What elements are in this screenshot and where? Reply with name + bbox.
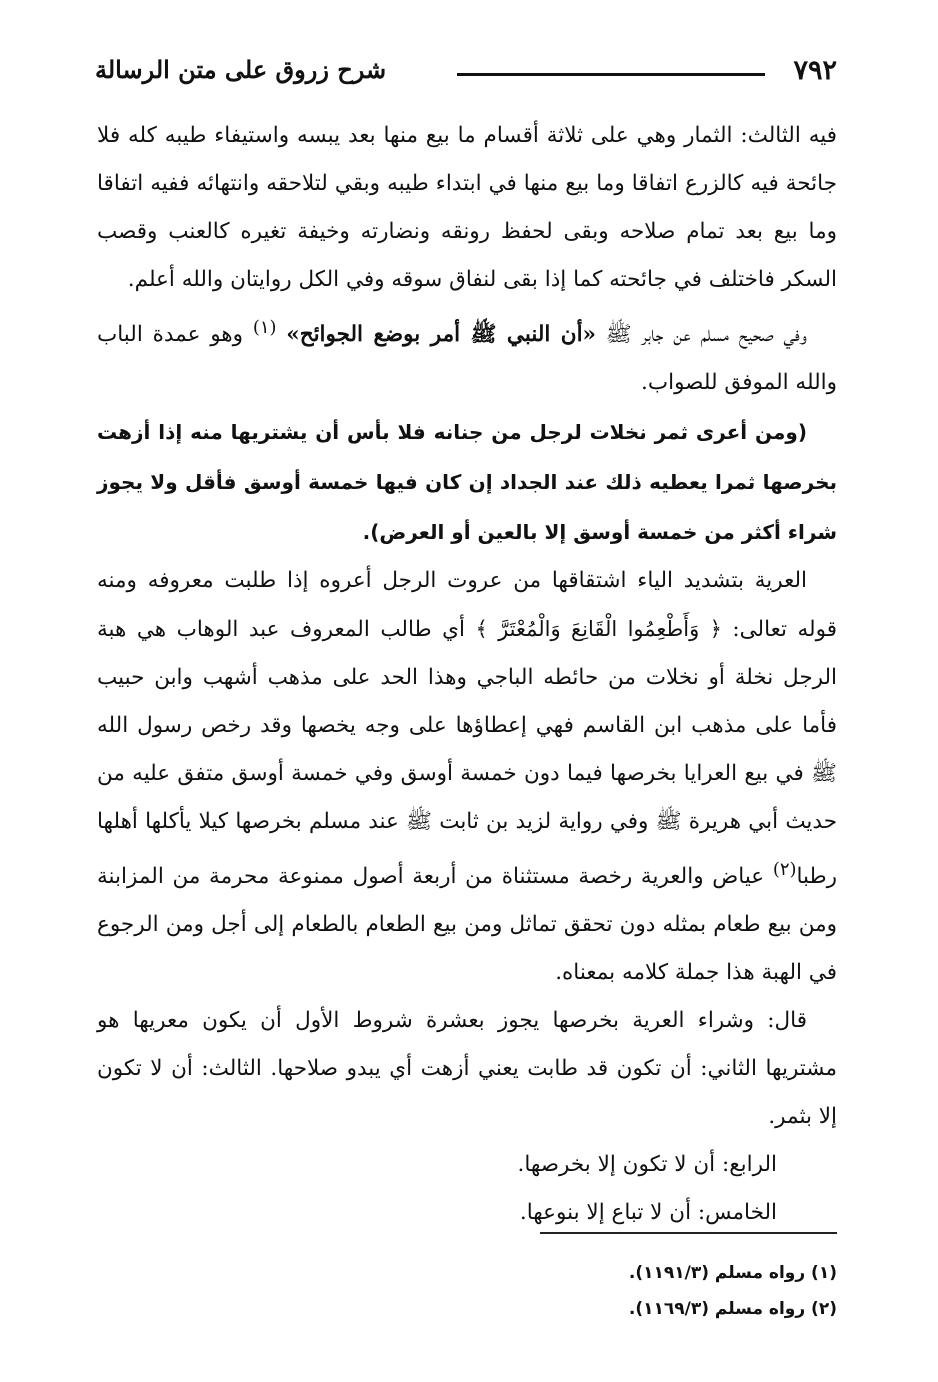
paragraph-conditions: قال: وشراء العرية بخرصها يجوز بعشرة شروط الأول أن يكون معريها هو مشتريها الثاني: أن تكون قد طابت يعني أزهت أي يبدو صلاحها. الثالث: أن لا تكون إلا بثمر. [97, 1008, 837, 1130]
ariyya-explanation: أي طالب المعروف عبد الوهاب هي هبة الرجل نخلة أو نخلات من حائطه الباجي وهذا الحد على مذهب أشهب وابن حبيب فأما على مذهب ابن القاسم فهي إعطاؤها على وجه يخصها وقد رخص رسول الله ﷺ في بيع العرايا بخرصها فيما دون خمسة أوسق وفي خمسة أوسق متفق عليه من حديث أبي هريرة ﷺ وفي رواية لزيد بن ثابت ﷺ عند مسلم بخرصها كيلا يأكلها أهلها رطبا [97, 617, 837, 890]
paragraph-ariyya [97, 557, 837, 997]
main-text [97, 112, 837, 1237]
hadith-conclusion: وهو عمدة الباب والله الموفق للصواب. [97, 322, 837, 396]
header-rule [457, 73, 765, 76]
page-number: ٧٩٢ [793, 55, 837, 86]
footnote-1: (١) رواه مسلم (١١٩١/٣). [628, 1263, 837, 1283]
footnote-separator [540, 1232, 837, 1234]
hadith-intro: وفي صحيح مسلم عن جابر ﷺ [605, 322, 807, 348]
paragraph-fruits: فيه الثالث: الثمار وهي على ثلاثة أقسام ما بيع منها بعد يبسه واستيفاء طيبه كله فلا جائحة فيه كالزرع اتفاقا وما بيع منها في ابتداء طيبه وبقي لتلاحقه وانتهائه ففيه اتفاقا وما بيع بعد تمام صلاحه وبقى لحفظ رونقه ونضارته وخيفة تغيره كالعنب وقصب السكر فاختلف في جائحته كما إذا بقى لنفاق سوقه وفي الكل روايتان والله أعلم. [97, 123, 837, 292]
page-header [95, 55, 837, 95]
footnote-ref-2: (٢) [772, 859, 797, 881]
footnotes [629, 1255, 837, 1327]
condition-fourth: الرابع: أن لا تكون إلا بخرصها. [517, 1152, 777, 1178]
hadith-quote: «أن النبي ﷺ أمر بوضع الجوائح» [286, 322, 596, 348]
ariyya-iyad: عياض والعرية رخصة مستثناة من أربعة أصول ممنوعة محرمة من المزابنة ومن بيع طعام بمثله دون تحقق تماثل ومن بيع الطعام بالطعام إلى أجل ومن الرجوع في الهبة هذا جملة كلامه بمعناه. [97, 864, 837, 986]
condition-fifth: الخامس: أن لا تباع إلا بنوعها. [519, 1200, 777, 1226]
footnote-2: (٢) رواه مسلم (١١٦٩/٣). [628, 1299, 837, 1319]
footnote-ref-1: (١) [252, 317, 277, 338]
quran-verse: ﴿ وَأَطْعِمُوا الْقَانِعَ وَالْمُعْتَرَّ ﴾ [475, 617, 722, 642]
ariyya-definition: العرية بتشديد الياء اشتقاقها من عروت الرجل أعروه إذا طلبت معروفه ومنه قوله تعالى: [97, 568, 837, 643]
paragraph-hadith [97, 304, 837, 407]
matn-text: (ومن أعرى ثمر نخلات لرجل من جنانه فلا بأس أن يشتريها منه إذا أزهت بخرصها ثمرا يعطيه ذلك عند الجداد إن كان فيها خمسة أوسق فأقل ولا يجوز شراء أكثر من خمسة أوسق إلا بالعين أو العرض). [97, 420, 837, 545]
running-title: شرح زروق على متن الرسالة [95, 55, 387, 84]
